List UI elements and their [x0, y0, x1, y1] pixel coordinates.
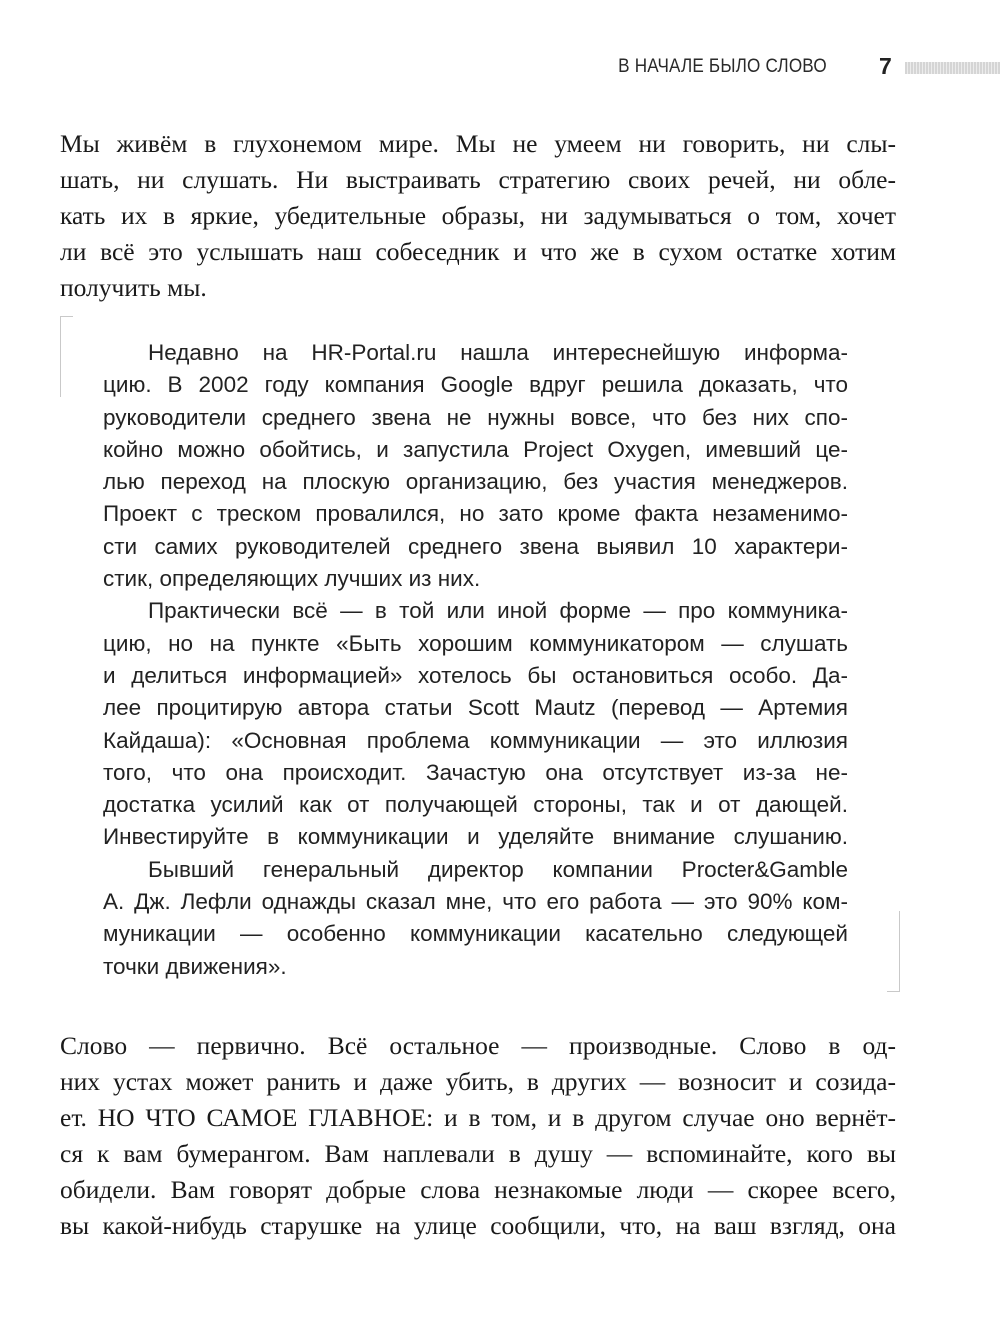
- outro-paragraph: [60, 1028, 896, 1244]
- quote-line: Практически всё — в той или иной форме — про коммуника-: [148, 598, 848, 624]
- intro-line: ли всё это услышать наш собеседник и что же в сухом остатке хотим: [60, 237, 896, 266]
- running-title: В НАЧАЛЕ БЫЛО СЛОВО: [618, 56, 827, 77]
- running-header: [0, 52, 1000, 86]
- quote-line: койно можно обойтись, и запустила Project Oxygen, имевший це-: [103, 436, 848, 462]
- quote-line: цию, но на пункте «Быть хорошим коммуникатором — слушать: [103, 630, 848, 656]
- header-decorative-bar: [905, 62, 1000, 74]
- outro-line: вы какой-нибудь старушке на улице сообщили, что, на ваш взгляд, она: [60, 1211, 896, 1240]
- outro-line: них устах может ранить и даже убить, в других — возносит и созида-: [60, 1067, 896, 1096]
- quote-line: Кайдаша): «Основная проблема коммуникации — это иллюзия: [103, 727, 848, 753]
- quote-line: Инвестируйте в коммуникации и уделяйте внимание слушанию.: [103, 824, 848, 850]
- intro-paragraph: [60, 126, 896, 306]
- quote-line: лью переход на плоскую организацию, без участия менеджеров.: [103, 469, 848, 495]
- quote-line: руководители среднего звена не нужны вовсе, что без них спо-: [103, 404, 848, 430]
- quote-line: точки движения».: [103, 953, 287, 979]
- quote-line: Недавно на HR-Portal.ru нашла интереснейшую информа-: [148, 340, 848, 365]
- bracket-top-left: [60, 316, 73, 397]
- bracket-bottom-right: [887, 911, 900, 992]
- intro-line: шать, ни слушать. Ни выстраивать стратегию своих речей, ни обле-: [60, 165, 896, 194]
- quote-line: того, что она происходит. Зачастую она отсутствует из-за не-: [103, 759, 848, 785]
- sidebar-quote: [103, 337, 848, 983]
- outro-line: Слово — первично. Всё остальное — производные. Слово в од-: [60, 1031, 896, 1060]
- quote-line: Проект с треском провалился, но зато кроме факта незаменимо-: [103, 501, 848, 527]
- quote-line: А. Дж. Лефли однажды сказал мне, что его работа — это 90% ком-: [103, 889, 848, 915]
- intro-line: кать их в яркие, убедительные образы, ни задумываться о том, хочет: [60, 201, 896, 230]
- quote-line: цию. В 2002 году компания Google вдруг решила доказать, что: [103, 372, 848, 398]
- quote-line: муникации — особенно коммуникации касательно следующей: [103, 921, 848, 947]
- quote-line: лее процитирую автора статьи Scott Mautz (перевод — Артемия: [103, 695, 848, 721]
- quote-line: стик, определяющих лучших из них.: [103, 566, 481, 592]
- outro-line: обидели. Вам говорят добрые слова незнакомые люди — скорее всего,: [60, 1175, 896, 1204]
- outro-line: ет. НО ЧТО САМОЕ ГЛАВНОЕ: и в том, и в другом случае оно вернёт-: [60, 1103, 896, 1132]
- quote-line: достатка усилий как от получающей стороны, так и от дающей.: [103, 792, 848, 818]
- page-number: 7: [879, 53, 892, 79]
- quote-line: и делиться информацией» хотелось бы остановиться особо. Да-: [103, 662, 848, 688]
- quote-line: Бывший генеральный директор компании Procter&Gamble: [148, 856, 848, 882]
- intro-line: получить мы.: [60, 273, 207, 302]
- outro-line: ся к вам бумерангом. Вам наплевали в душу — вспоминайте, кого вы: [60, 1139, 896, 1168]
- quote-line: сти самих руководителей среднего звена выявил 10 характери-: [103, 533, 848, 559]
- intro-line: Мы живём в глухонемом мире. Мы не умеем ни говорить, ни слы-: [60, 129, 896, 158]
